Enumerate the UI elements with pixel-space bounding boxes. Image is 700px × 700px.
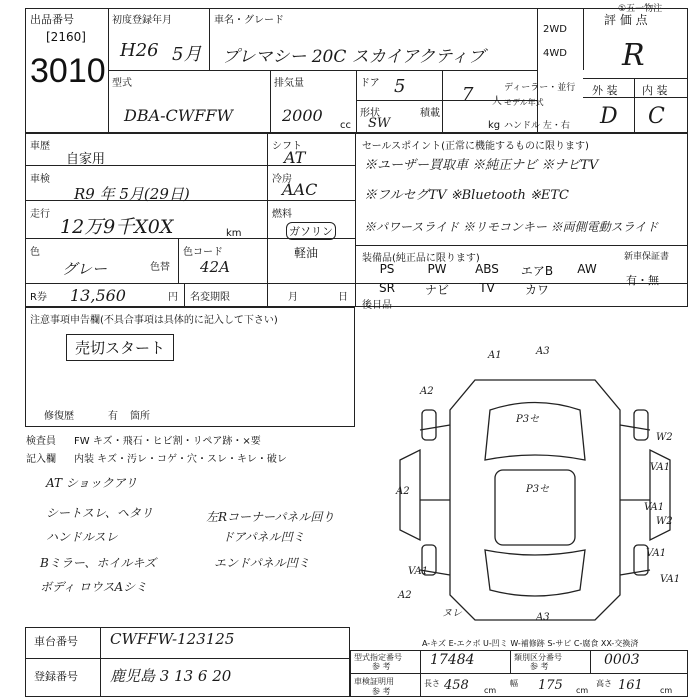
capacity-label: 積載 — [420, 108, 440, 119]
repair-value: 有 — [108, 411, 118, 422]
ext-label: 外 装 — [592, 84, 618, 97]
equip-airbag: エアB — [520, 264, 554, 278]
drive-2wd: 2WD — [543, 24, 567, 35]
reg-month-value: 5月 — [172, 44, 202, 65]
mark-a2-rear: A2 — [398, 590, 412, 601]
shift-label: シフト — [272, 141, 302, 152]
sales-line-3: ※パワースライド ※リモコンキー ※両側電動スライド — [364, 220, 659, 234]
notes-stamp: 売切スタート — [66, 334, 174, 361]
handle-label: ハンドル 左・右 — [504, 121, 570, 131]
dealer-label: ディーラー・並行 — [504, 83, 576, 93]
mark-va1-rear-right: VA1 — [646, 548, 667, 559]
category-value: 0003 — [604, 652, 640, 668]
score-value: R — [622, 38, 645, 73]
record-label: 記入欄 — [26, 454, 56, 465]
top-note: ①五一物注 — [618, 4, 663, 14]
day-label: 日 — [338, 292, 348, 303]
width-value: 175 — [538, 678, 563, 693]
mark-a3-rear: A3 — [536, 612, 550, 623]
after-label: 後日品 — [362, 300, 392, 311]
chassis-value: CWFFW-123125 — [110, 630, 235, 648]
inspect-value: R9 年 5月(29日) — [74, 185, 190, 203]
ext-value: D — [600, 104, 618, 129]
comment-6: 左Rコーナーパネル回り — [206, 510, 335, 524]
newcar-value: 有・無 — [626, 274, 659, 287]
disp-unit: cc — [340, 120, 351, 131]
comment-5: ボディ ロウスAシミ — [40, 580, 148, 594]
shift-value: AT — [284, 148, 306, 167]
history-value: 自家用 — [66, 152, 106, 167]
fuel-diesel: 軽油 — [294, 246, 319, 260]
mark-a2-left: A2 — [420, 386, 434, 397]
score-label: 評 価 点 — [604, 13, 648, 27]
doors-value: 5 — [394, 76, 406, 97]
mileage-label: 走行 — [30, 209, 50, 220]
height-label: 高さ — [596, 679, 612, 688]
color-value: グレー — [62, 260, 108, 278]
cert-label: 車検証明用 — [354, 677, 394, 686]
capacity-value: 7 — [462, 84, 474, 105]
mark-a1: A1 — [488, 350, 502, 361]
mark-va1-rear: VA1 — [660, 574, 681, 585]
diagram-legend: A-キズ E-エクボ U-凹ミ W-補修跡 S-サビ C-腐食 XX-交換済 — [422, 639, 639, 648]
model-label: 型式 — [112, 78, 132, 89]
inspect-row-1: FW キズ・飛石・ヒビ割・リペア跡・×要 — [74, 436, 261, 447]
category-ref: 参 考 — [530, 662, 549, 671]
int-value: C — [648, 104, 665, 129]
capacity-unit: 人 — [492, 96, 502, 107]
mark-w2-upper: W2 — [656, 432, 673, 443]
width-label: 幅 — [510, 679, 518, 688]
comment-4: Bミラー、ホイルキズ — [40, 556, 157, 570]
color-code-label: 色コード — [183, 247, 223, 258]
equip-aw: AW — [577, 262, 597, 276]
length-cm: cm — [484, 686, 497, 695]
doors-label: ドア — [360, 78, 380, 89]
fuel-label: 燃料 — [272, 209, 292, 220]
equip-navi: ナビ — [424, 283, 449, 297]
color-code-value: 42A — [200, 258, 230, 276]
width-cm: cm — [576, 686, 589, 695]
mark-va1-right: VA1 — [650, 462, 671, 473]
sales-line-1: ※ユーザー買取車 ※純正ナビ ※ナビTV — [364, 158, 599, 173]
sales-line-2: ※フルセグTV ※Bluetooth ※ETC — [364, 188, 569, 203]
comment-7: ドアパネル凹ミ — [222, 530, 305, 544]
model-year-label: モデル年式 — [504, 98, 544, 107]
lot-sub: [2160] — [46, 30, 86, 44]
notes-title: 注意事項申告欄(不具合事項は具体的に記入して下さい) — [30, 315, 278, 326]
equip-grid — [362, 262, 622, 298]
length-value: 458 — [444, 678, 469, 693]
equip-sr: SR — [379, 281, 395, 295]
length-label: 長さ — [424, 679, 440, 688]
mark-va1-left: VA1 — [408, 566, 429, 577]
reg-year-label: 初度登録年月 — [112, 15, 172, 26]
name-label: 車名・グレード — [214, 15, 284, 26]
reg-label: 登録番号 — [34, 670, 78, 683]
inspect-row-2: 内装 キズ・汚レ・コゲ・穴・スレ・キレ・破レ — [74, 454, 287, 465]
mark-va1-right-lower: VA1 — [644, 502, 665, 513]
comment-2: シートスレ、ヘタリ — [46, 506, 153, 520]
mark-p3-lower: P3セ — [526, 484, 550, 495]
disp-label: 排気量 — [274, 78, 304, 89]
shape-value: SW — [368, 116, 391, 131]
color-label: 色 — [30, 247, 40, 258]
aircon-value: AAC — [282, 180, 318, 199]
name-value: プレマシー 20C スカイアクティブ — [222, 47, 485, 67]
newcar-label: 新車保証書 — [624, 252, 670, 262]
shape-label: 形状 — [360, 108, 380, 119]
mark-w2-lower: W2 — [656, 516, 673, 527]
repair-label: 修復歴 — [44, 411, 74, 422]
lot-number: 3010 — [30, 52, 106, 90]
fuel-gas: ガソリン — [286, 222, 336, 240]
equip-abs: ABS — [475, 262, 499, 276]
repair-place: 箇所 — [130, 411, 150, 422]
int-label: 内 装 — [642, 84, 668, 97]
recycle-value: 13,560 — [70, 286, 126, 305]
mark-a2-lower: A2 — [396, 486, 410, 497]
mileage-value: 12万9千X0X — [60, 216, 174, 238]
disp-value: 2000 — [282, 106, 323, 125]
equip-ps: PS — [379, 262, 395, 276]
equip-title: 装備品(純正品に限ります) — [362, 253, 480, 264]
reg-value: 鹿児島 3 13 6 20 — [110, 667, 232, 685]
inspect-label: 車検 — [30, 174, 50, 185]
mileage-unit: km — [226, 228, 242, 239]
height-cm: cm — [660, 686, 673, 695]
tone-label: 色替 — [150, 262, 170, 273]
month-label: 月 — [288, 292, 298, 303]
height-value: 161 — [618, 678, 643, 693]
history-label: 車歴 — [30, 141, 50, 152]
cert-ref: 参 考 — [372, 687, 391, 696]
inspector-label: 検査員 — [26, 436, 56, 447]
aircon-label: 冷房 — [272, 174, 292, 185]
chassis-label: 車台番号 — [34, 635, 78, 648]
capacity-kg: kg — [488, 120, 501, 131]
mark-a3-front: A3 — [536, 346, 550, 357]
comment-3: ハンドルスレ — [46, 530, 118, 544]
comment-1: AT ショックアリ — [46, 476, 138, 490]
recycle-label: R券 — [30, 292, 47, 303]
equip-pw: PW — [427, 262, 447, 276]
mark-p3-upper: P3セ — [516, 414, 540, 425]
type-cert-label: 型式指定番号 — [354, 653, 402, 662]
equip-leather: カワ — [524, 283, 549, 297]
mark-nure: ヌレ — [442, 608, 462, 619]
comment-8: エンドパネル凹ミ — [214, 556, 310, 570]
name-change-label: 名変期限 — [190, 292, 230, 303]
type-cert-ref: 参 考 — [372, 662, 391, 671]
category-label: 類別区分番号 — [514, 653, 562, 662]
equip-tv: TV — [479, 281, 495, 295]
reg-year-value: H26 — [120, 40, 159, 61]
type-cert-value: 17484 — [430, 652, 475, 668]
recycle-unit: 円 — [168, 292, 178, 303]
drive-4wd: 4WD — [543, 48, 567, 59]
sales-title: セールスポイント(正常に機能するものに限ります) — [362, 141, 589, 152]
lot-label: 出品番号 — [30, 13, 74, 26]
model-value: DBA-CWFFW — [124, 106, 233, 125]
